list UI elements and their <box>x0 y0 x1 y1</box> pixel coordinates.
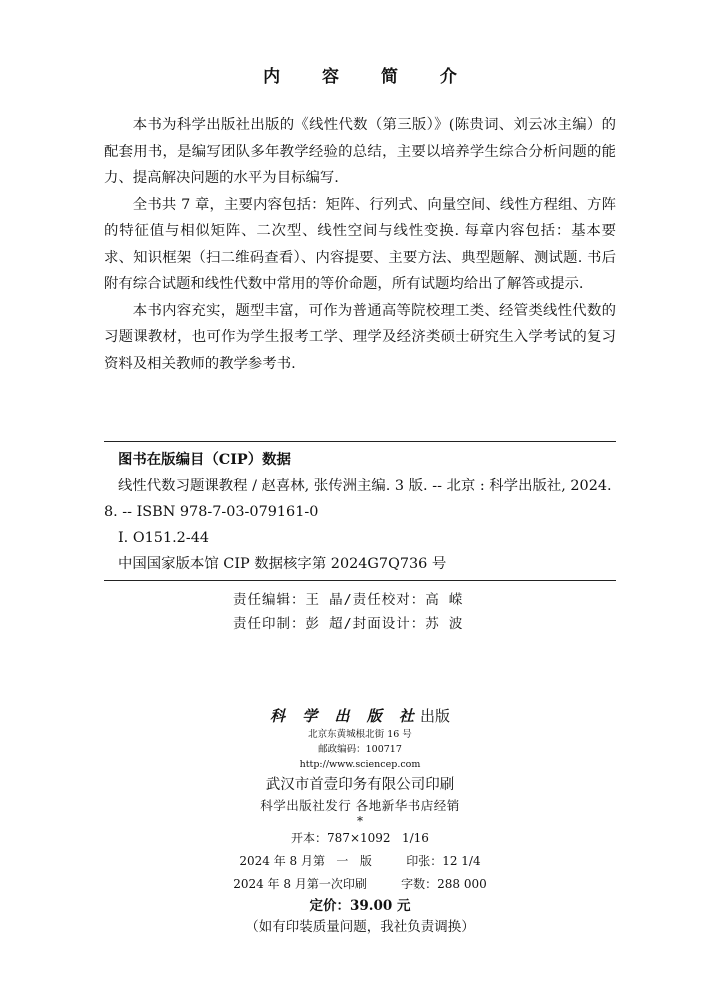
printer: 武汉市首壹印务有限公司印刷 <box>265 777 455 793</box>
credits-line-2: 责任印制：彭 超/封面设计：苏 波 <box>233 616 464 632</box>
price: 定价：39.00 元 <box>309 898 411 914</box>
intro-paragraph-3: 本书内容充实，题型丰富，可作为普通高等院校理工类、经管类线性代数的习题课教材，也可作为学生报考工学、理学及经济类硕士研究生入学考试的复习资料及相关教师的教学参考书. <box>104 302 616 372</box>
publication-info <box>0 705 720 938</box>
intro-paragraph-1: 本书为科学出版社出版的《线性代数（第三版）》(陈贵词、刘云冰主编）的配套用书，是编写团队多年教学经验的总结，主要以培养学生综合分析问题的能力、提高解决问题的水平为目标编写. <box>104 117 616 186</box>
edition-info: 2024 年 8 月第 一 版 印张：12 1/4 <box>239 854 481 868</box>
book-format: 开本：787×1092 1/16 <box>291 831 429 845</box>
publisher-line <box>0 705 720 727</box>
cip-data-number: 中国国家版本馆 CIP 数据核字第 2024G7Q736 号 <box>118 556 447 572</box>
publisher-suffix: 出版 <box>419 707 450 725</box>
separator-star: * <box>357 814 363 828</box>
publisher-address: 北京东黄城根北街 16 号 <box>308 729 412 740</box>
publisher-postcode: 邮政编码：100717 <box>318 744 402 755</box>
publisher-website: http://www.sciencep.com <box>299 759 421 770</box>
distribution: 科学出版社发行 各地新华书店经销 <box>260 798 460 813</box>
intro-paragraph-2: 全书共 7 章，主要内容包括：矩阵、行列式、向量空间、线性方程组、方阵的特征值与相似矩阵、二次型、线性空间与线性变换. 每章内容包括：基本要求、知识框架（扫二维码查看）、内容提要、主要方法、典型题解、测试题. 书后附有综合试题和线性代数中常用的等价命题，所有试题均给出了解答或提示. <box>104 196 616 292</box>
cip-classification: Ⅰ. O151.2-44 <box>118 530 210 546</box>
credits-line-1: 责任编辑：王 晶/责任校对：高 嵘 <box>233 592 464 608</box>
page-title: 内 容 简 介 <box>263 67 475 87</box>
cip-data-block <box>104 441 616 581</box>
editorial-credits <box>0 588 720 636</box>
publisher-name: 科 学 出 版 社 <box>270 707 420 725</box>
printing-info: 2024 年 8 月第一次印刷 字数：288 000 <box>233 877 487 891</box>
book-specs <box>0 827 720 896</box>
cip-title: 图书在版编目（CIP）数据 <box>118 451 291 468</box>
cip-record: 线性代数习题课教程 / 赵喜林, 张传洲主编. 3 版. -- 北京 : 科学出版社, 2024. 8. -- ISBN 978-7-03-079161-0 <box>104 478 612 520</box>
quality-notice: （如有印装质量问题，我社负责调换） <box>245 919 475 935</box>
introduction <box>104 112 616 377</box>
